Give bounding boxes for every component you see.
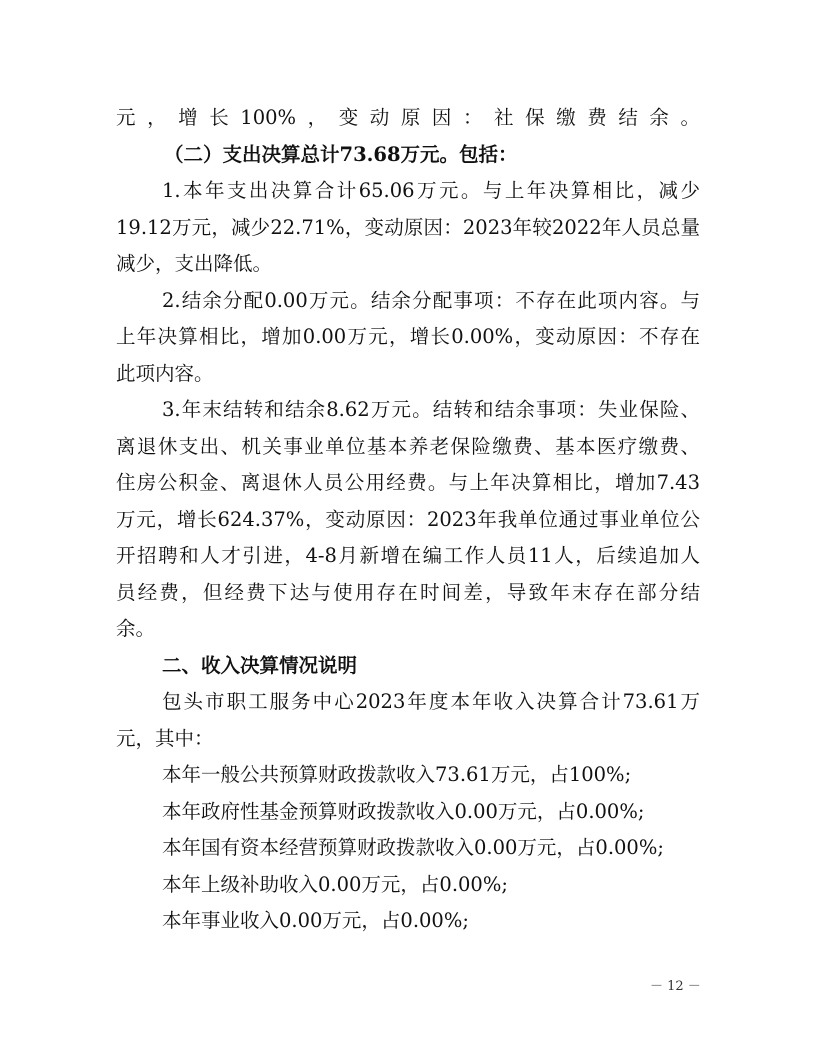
text-line: 1.本年支出决算合计65.06万元。与上年决算相比，减少 [162, 179, 700, 202]
text-line: 本年事业收入0.00万元，占0.00%; [162, 909, 469, 932]
text-line: 19.12万元，减少22.71%，变动原因：2023年较2022年人员总量 [116, 215, 700, 239]
text-line: 元，增长100%，变动原因：社保缴费结余。 [116, 106, 700, 129]
text-line: 住房公积金、离退休人员公用经费。与上年决算相比，增加7.43 [116, 471, 700, 494]
text-line: 3.年末结转和结余8.62万元。结转和结余事项：失业保险、 [162, 398, 700, 421]
text-line: 开招聘和人才引进，4-8月新增在编工作人员11人，后续追加人 [116, 544, 700, 567]
section-subtitle: （二）支出决算总计73.68万元。包括： [164, 142, 518, 166]
text-line: 2.结余分配0.00万元。结余分配事项：不存在此项内容。与 [162, 288, 700, 312]
text-line: 余。 [116, 617, 156, 640]
page-number: － 12 － [650, 979, 701, 994]
text-line: 本年政府性基金预算财政拨款收入0.00万元，占0.00%; [162, 799, 645, 823]
text-line: 万元，增长624.37%，变动原因：2023年我单位通过事业单位公 [116, 507, 700, 531]
text-line: 员经费，但经费下达与使用存在时间差，导致年末存在部分结 [116, 580, 700, 604]
section-heading: 二、收入决算情况说明 [162, 653, 358, 677]
text-line: 本年上级补助收入0.00万元，占0.00%; [162, 872, 508, 896]
text-line: 减少，支出降低。 [116, 252, 273, 275]
text-line: 包头市职工服务中心2023年度本年收入决算合计73.61万 [162, 690, 700, 713]
text-line: 上年决算相比，增加0.00万元，增长0.00%，变动原因：不存在 [116, 325, 700, 348]
text-line: 元，其中： [116, 726, 214, 750]
text-line: 本年一般公共预算财政拨款收入73.61万元，占100%; [162, 763, 632, 786]
text-line: 本年国有资本经营预算财政拨款收入0.00万元，占0.00%; [162, 836, 664, 859]
text-line: 此项内容。 [116, 361, 214, 385]
document-page [116, 100, 700, 940]
text-line: 离退休支出、机关事业单位基本养老保险缴费、基本医疗缴费、 [116, 434, 700, 458]
